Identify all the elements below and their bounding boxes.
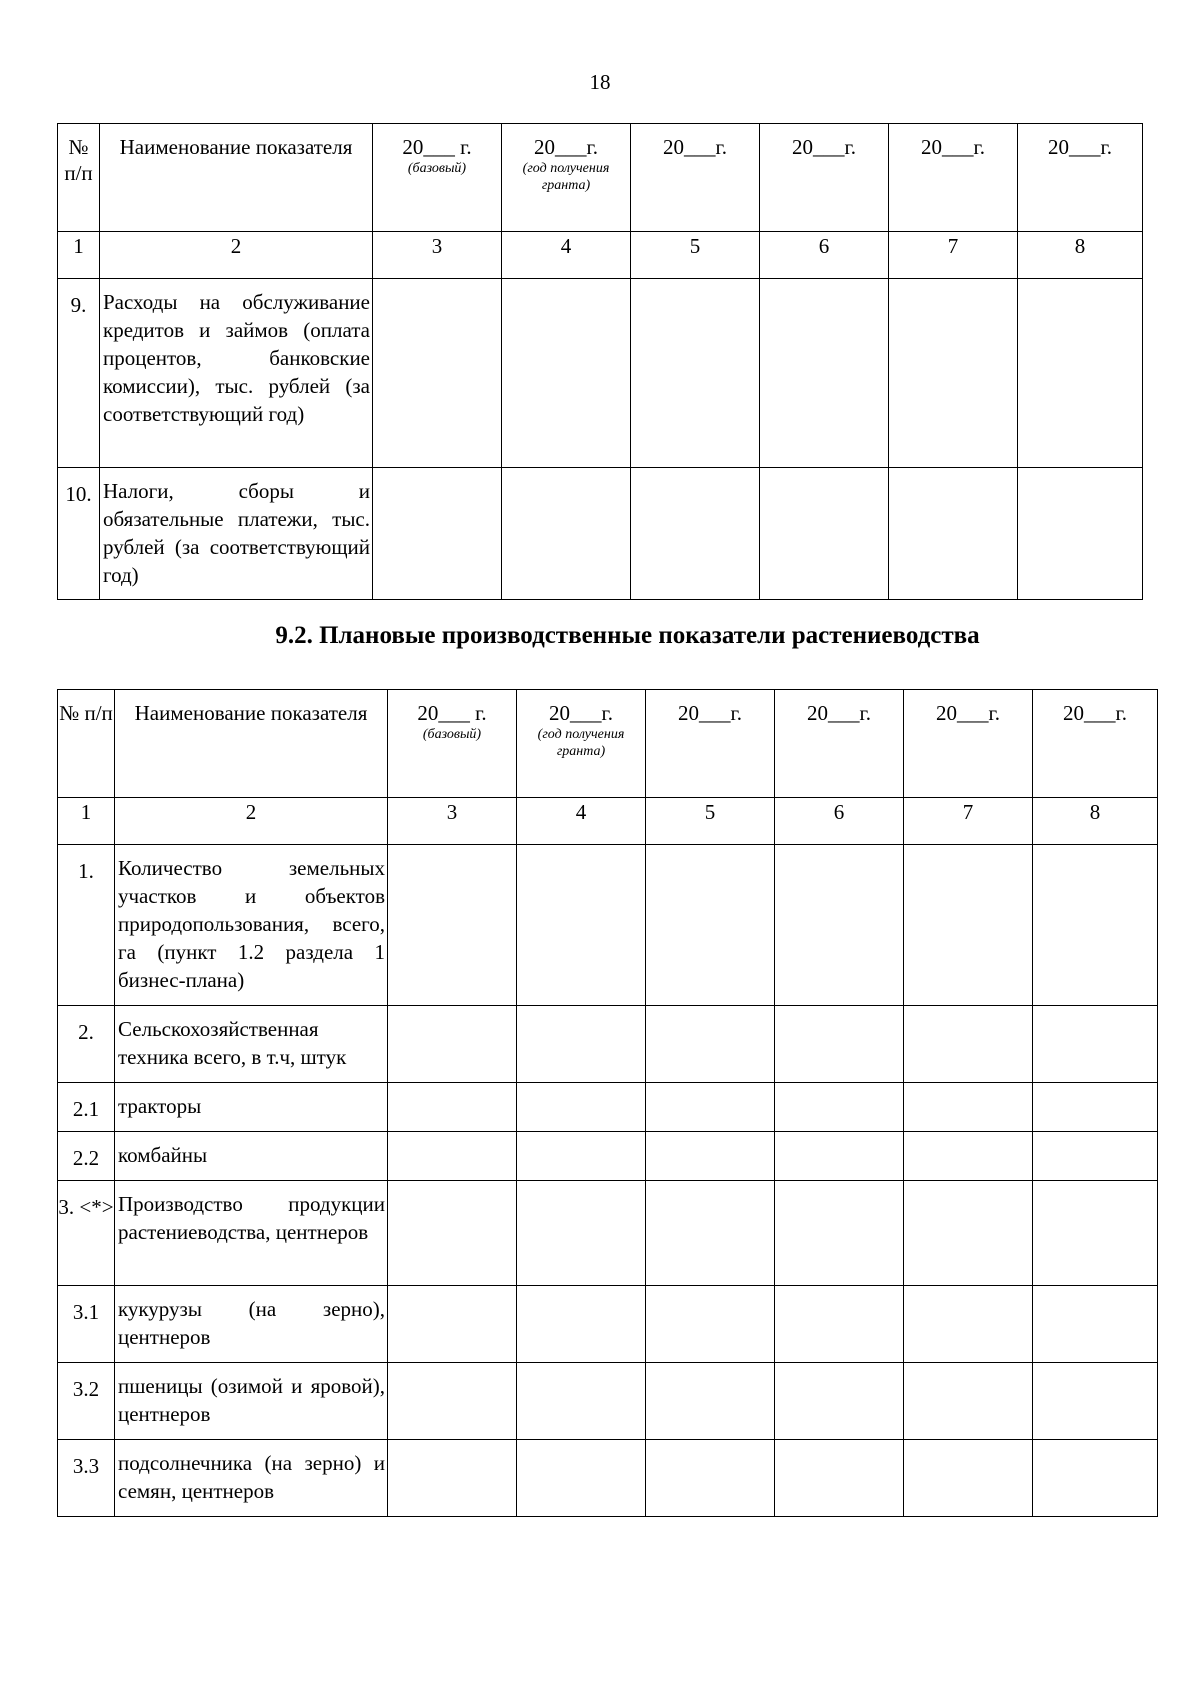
value-cell[interactable] <box>904 1286 1033 1363</box>
header-year-base: 20___ г. (базовый) <box>373 124 502 232</box>
value-cell[interactable] <box>646 1132 775 1181</box>
indicators-table-1 <box>57 123 1143 600</box>
row-number: 10. <box>58 468 100 600</box>
row-indicator-name: кукурузы (на зерно), центнеров <box>115 1286 388 1363</box>
value-cell[interactable] <box>775 845 904 1006</box>
value-cell[interactable] <box>646 1181 775 1286</box>
table-header-row <box>58 124 1143 232</box>
value-cell[interactable] <box>517 1083 646 1132</box>
column-number: 3 <box>373 232 502 279</box>
value-cell[interactable] <box>388 1132 517 1181</box>
value-cell[interactable] <box>502 468 631 600</box>
column-number: 2 <box>100 232 373 279</box>
value-cell[interactable] <box>775 1286 904 1363</box>
value-cell[interactable] <box>775 1363 904 1440</box>
row-indicator-name: тракторы <box>115 1083 388 1132</box>
table-row <box>58 845 1158 1006</box>
header-year-6: 20___г. <box>760 124 889 232</box>
value-cell[interactable] <box>517 1132 646 1181</box>
header-num: № п/п <box>58 690 115 798</box>
column-number: 1 <box>58 798 115 845</box>
value-cell[interactable] <box>1033 1440 1158 1517</box>
value-cell[interactable] <box>1033 1181 1158 1286</box>
table-row <box>58 1363 1158 1440</box>
value-cell[interactable] <box>1018 279 1143 468</box>
indicators-table-2 <box>57 689 1158 1517</box>
row-number: 2. <box>58 1006 115 1083</box>
table-row <box>58 279 1143 468</box>
value-cell[interactable] <box>388 1363 517 1440</box>
value-cell[interactable] <box>517 1440 646 1517</box>
column-number: 2 <box>115 798 388 845</box>
column-number: 7 <box>889 232 1018 279</box>
value-cell[interactable] <box>775 1006 904 1083</box>
row-indicator-name: комбайны <box>115 1132 388 1181</box>
value-cell[interactable] <box>904 1363 1033 1440</box>
value-cell[interactable] <box>904 1181 1033 1286</box>
value-cell[interactable] <box>889 468 1018 600</box>
header-year-grant: 20___г. (год получения гранта) <box>502 124 631 232</box>
value-cell[interactable] <box>646 1440 775 1517</box>
header-year-7: 20___г. <box>904 690 1033 798</box>
value-cell[interactable] <box>517 1006 646 1083</box>
value-cell[interactable] <box>1033 1286 1158 1363</box>
column-number-row <box>58 798 1158 845</box>
value-cell[interactable] <box>646 1006 775 1083</box>
value-cell[interactable] <box>904 1083 1033 1132</box>
column-number: 1 <box>58 232 100 279</box>
value-cell[interactable] <box>373 468 502 600</box>
value-cell[interactable] <box>1033 1363 1158 1440</box>
header-year-6: 20___г. <box>775 690 904 798</box>
value-cell[interactable] <box>646 1363 775 1440</box>
value-cell[interactable] <box>631 279 760 468</box>
value-cell[interactable] <box>904 1006 1033 1083</box>
row-number: 3.2 <box>58 1363 115 1440</box>
row-indicator-name: Количество земельных участков и объектов природопользования, всего, га (пункт 1.2 раздела 1 бизнес-плана) <box>115 845 388 1006</box>
column-number: 8 <box>1033 798 1158 845</box>
value-cell[interactable] <box>388 1286 517 1363</box>
value-cell[interactable] <box>1033 1132 1158 1181</box>
row-number: 1. <box>58 845 115 1006</box>
value-cell[interactable] <box>889 279 1018 468</box>
table-row <box>58 1083 1158 1132</box>
row-number: 3. <*> <box>58 1181 115 1286</box>
column-number: 8 <box>1018 232 1143 279</box>
table-row <box>58 1286 1158 1363</box>
header-indicator-name: Наименование показателя <box>115 690 388 798</box>
row-number: 3.3 <box>58 1440 115 1517</box>
value-cell[interactable] <box>1033 1083 1158 1132</box>
value-cell[interactable] <box>904 1132 1033 1181</box>
row-indicator-name: подсолнечника (на зерно) и семян, центнеров <box>115 1440 388 1517</box>
row-number: 2.2 <box>58 1132 115 1181</box>
table-header-row <box>58 690 1158 798</box>
value-cell[interactable] <box>760 468 889 600</box>
column-number: 5 <box>646 798 775 845</box>
row-indicator-name: пшеницы (озимой и яровой), центнеров <box>115 1363 388 1440</box>
value-cell[interactable] <box>646 1083 775 1132</box>
value-cell[interactable] <box>388 845 517 1006</box>
table-row <box>58 1006 1158 1083</box>
value-cell[interactable] <box>775 1083 904 1132</box>
header-num: № п/п <box>58 124 100 232</box>
value-cell[interactable] <box>760 279 889 468</box>
column-number: 4 <box>502 232 631 279</box>
value-cell[interactable] <box>502 279 631 468</box>
header-year-8: 20___г. <box>1033 690 1158 798</box>
column-number: 3 <box>388 798 517 845</box>
value-cell[interactable] <box>775 1181 904 1286</box>
value-cell[interactable] <box>517 1181 646 1286</box>
header-year-7: 20___г. <box>889 124 1018 232</box>
value-cell[interactable] <box>775 1440 904 1517</box>
value-cell[interactable] <box>517 1363 646 1440</box>
table-row <box>58 468 1143 600</box>
page-number: 18 <box>589 70 611 94</box>
value-cell[interactable] <box>373 279 502 468</box>
section-title: 9.2. Плановые производственные показатели растениеводства <box>275 622 980 649</box>
value-cell[interactable] <box>646 845 775 1006</box>
header-indicator-name: Наименование показателя <box>100 124 373 232</box>
column-number-row <box>58 232 1143 279</box>
value-cell[interactable] <box>646 1286 775 1363</box>
column-number: 7 <box>904 798 1033 845</box>
row-indicator-name: Сельскохозяйственная техника всего, в т.ч, штук <box>115 1006 388 1083</box>
row-number: 9. <box>58 279 100 468</box>
row-indicator-name: Налоги, сборы и обязательные платежи, тыс. рублей (за соответствующий год) <box>100 468 373 600</box>
value-cell[interactable] <box>517 845 646 1006</box>
value-cell[interactable] <box>904 1440 1033 1517</box>
value-cell[interactable] <box>388 1181 517 1286</box>
column-number: 6 <box>760 232 889 279</box>
column-number: 5 <box>631 232 760 279</box>
row-indicator-name: Расходы на обслуживание кредитов и займов (оплата процентов, банковские комиссии), тыс. рублей (за соответствующий год) <box>100 279 373 468</box>
value-cell[interactable] <box>388 1440 517 1517</box>
value-cell[interactable] <box>388 1083 517 1132</box>
row-number: 3.1 <box>58 1286 115 1363</box>
value-cell[interactable] <box>904 845 1033 1006</box>
value-cell[interactable] <box>1018 468 1143 600</box>
row-indicator-name: Производство продукции растениеводства, центнеров <box>115 1181 388 1286</box>
table-row <box>58 1132 1158 1181</box>
header-year-base: 20___ г. (базовый) <box>388 690 517 798</box>
value-cell[interactable] <box>1033 845 1158 1006</box>
table-row <box>58 1181 1158 1286</box>
value-cell[interactable] <box>517 1286 646 1363</box>
column-number: 4 <box>517 798 646 845</box>
value-cell[interactable] <box>1033 1006 1158 1083</box>
value-cell[interactable] <box>775 1132 904 1181</box>
header-year-grant: 20___г. (год получения гранта) <box>517 690 646 798</box>
header-year-8: 20___г. <box>1018 124 1143 232</box>
row-number: 2.1 <box>58 1083 115 1132</box>
column-number: 6 <box>775 798 904 845</box>
value-cell[interactable] <box>388 1006 517 1083</box>
header-year-5: 20___г. <box>631 124 760 232</box>
value-cell[interactable] <box>631 468 760 600</box>
header-year-5: 20___г. <box>646 690 775 798</box>
table-row <box>58 1440 1158 1517</box>
